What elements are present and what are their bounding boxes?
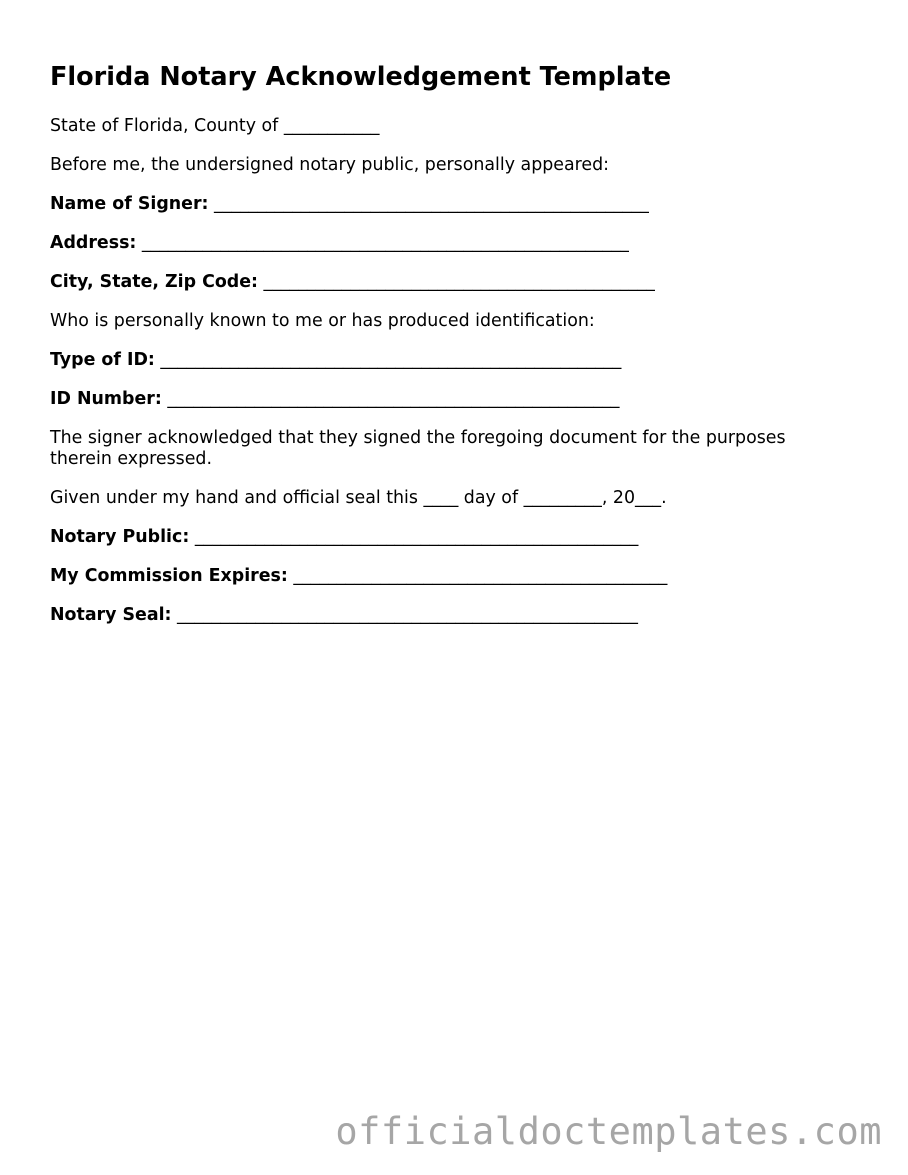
city-state-zip-label: City, State, Zip Code: [50,272,259,292]
notary-seal-label: Notary Seal: [50,605,172,625]
notary-seal-field[interactable] [50,605,638,626]
identification-intro-text: Who is personally known to me or has produced identification: [50,311,595,331]
id-number-label: ID Number: [50,389,162,409]
county-text: State of Florida, County of ___________ [50,116,380,136]
type-of-id-field[interactable] [50,350,621,371]
name-of-signer-field[interactable] [50,194,649,215]
address-blank[interactable]: ________________________________________________________ [141,233,629,253]
page-title: Florida Notary Acknowledgement Template [50,62,672,92]
notary-public-blank[interactable]: ___________________________________________________ [194,527,639,547]
commission-expires-field[interactable] [50,566,667,587]
id-number-blank[interactable]: ____________________________________________________ [167,389,620,409]
city-state-zip-field[interactable] [50,272,655,293]
address-label: Address: [50,233,137,253]
notary-public-field[interactable] [50,527,638,548]
address-field[interactable] [50,233,629,254]
id-number-field[interactable] [50,389,619,410]
type-of-id-label: Type of ID: [50,350,155,370]
notary-public-label: Notary Public: [50,527,190,547]
name-of-signer-label: Name of Signer: [50,194,209,214]
watermark: officialdoctemplates.com [335,1110,882,1153]
county-line [50,116,379,137]
acknowledgement-text: The signer acknowledged that they signed the foregoing document for the purposes therein expressed. [50,428,786,469]
type-of-id-blank[interactable]: _____________________________________________________ [160,350,622,370]
commission-expires-blank[interactable]: ___________________________________________ [293,566,668,586]
intro-text: Before me, the undersigned notary public, personally appeared: [50,155,609,175]
given-under-seal-text: Given under my hand and official seal this ____ day of _________, 20___. [50,488,667,508]
name-of-signer-blank[interactable]: __________________________________________________ [214,194,649,214]
city-state-zip-blank[interactable]: _____________________________________________ [263,272,655,292]
commission-expires-label: My Commission Expires: [50,566,288,586]
notary-seal-blank[interactable]: _____________________________________________________ [177,605,638,625]
